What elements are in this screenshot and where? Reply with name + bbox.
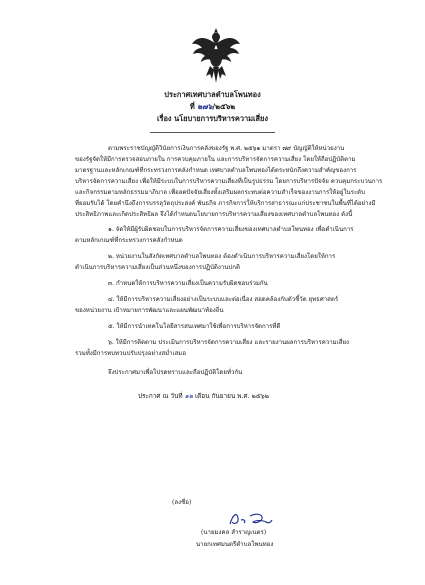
policy-item-cont: ตามหลักเกณฑ์ที่กระทรวงการคลังกำหนด — [75, 237, 183, 244]
signer-name: (นายมงคล สำราญเนตร) — [201, 529, 267, 536]
intro-line: และกิจกรรมตามหลักธรรมมาภิบาล เพื่อลดปัจจัยเสี่ยงทั้งเสริมผลกระทบต่อความสำเร็จของงานการให้อยู่ในระดับ — [75, 189, 365, 196]
garuda-emblem — [191, 26, 241, 84]
title-divider — [150, 132, 275, 133]
signature-mark — [226, 509, 274, 529]
intro-line: ที่ยอมรับได้ โดยคำนึงถึงการบรรลุวัตถุประสงค์ พันธกิจ ภารกิจการให้บริการสาธารณะแก่ประชาชนในพื้นที่ได้อย่างมี — [75, 200, 376, 207]
policy-item: ๕. ให้มีการนำเทคโนโลยีสารสนเทศมาใช้เพื่อการบริหารจัดการที่ดี — [108, 323, 281, 330]
intro-line: บริหารจัดการความเสี่ยง เพื่อให้มีระบบในการบริหารความเสี่ยงที่เป็นรูปธรรม โดยการบริหารปัจจัย ควบคุมกระบวนการ — [75, 178, 383, 185]
subject-line: เรื่อง นโยบายการบริหารความเสี่ยง — [157, 114, 268, 123]
policy-item: ๖. ให้มีการติดตาม ประเมินการบริหารจัดการความเสี่ยง และรายงานผลการบริหารความเสี่ยง — [108, 339, 350, 346]
policy-item: ๓. กำหนดให้การบริหารความเสี่ยงเป็นความรับผิดชอบร่วมกัน — [108, 280, 268, 287]
intro-line: ตามพระราชบัญญัติวินัยการเงินการคลังของรัฐ พ.ศ. ๒๕๖๑ มาตรา ๗๙ บัญญัติให้หน่วยงาน — [108, 145, 345, 152]
intro-line: ประสิทธิภาพและเกิดประสิทธิผล จึงได้กำหนดนโยบายการบริหารความเสี่ยงของเทศบาลตำบลโพนทอง ดังนี้ — [75, 211, 353, 218]
date-line: ประกาศ ณ วันที่ ๑๒ เดือน กันยายน พ.ศ. ๒๕๖๒ — [138, 392, 269, 400]
handwritten-day: ๑๒ — [184, 392, 193, 400]
policy-item-cont: ของหน่วยงาน เป้าหมายการพัฒนาและแผนพัฒนาท้องถิ่น — [75, 307, 224, 314]
closing-line: จึงประกาศมาเพื่อโปรดทราบและถือปฏิบัติโดยทั่วกัน — [108, 369, 243, 376]
policy-item-cont: ดำเนินการบริหารความเสี่ยงเป็นส่วนหนึ่งของการปฏิบัติงานปกติ — [75, 264, 240, 271]
handwritten-number: ๒๗๖ — [197, 102, 213, 111]
signature-label: (ลงชื่อ) — [172, 499, 192, 506]
policy-item: ๔. ให้มีการบริหารความเสี่ยงอย่างเป็นระบบและต่อเนื่อง สอดคล้องกับตัวชี้วัด ยุทธศาสตร์ — [108, 296, 339, 303]
policy-item-cont: รวมทั้งมีการทบทวนปรับปรุงอย่างสม่ำเสมอ — [75, 350, 186, 357]
announcement-title: ประกาศเทศบาลตำบลโพนทอง — [164, 90, 261, 99]
policy-item: ๒. หน่วยงานในสังกัดเทศบาลตำบลโพนทอง ต้องดำเนินการบริหารความเสี่ยงโดยให้การ — [108, 253, 336, 260]
intro-line: ของรัฐจัดให้มีการตรวจสอบภายใน การควบคุมภายใน และการบริหารจัดการความเสี่ยง โดยให้ถือปฏิบัติตาม — [75, 156, 356, 163]
policy-item: ๑. จัดให้มีผู้รับผิดชอบในการบริหารจัดการความเสี่ยงของเทศบาลตำบลโพนทอง เพื่อดำเนินการ — [108, 226, 354, 233]
signer-position: นายกเทศมนตรีตำบลโพนทอง — [196, 541, 274, 548]
intro-line: มาตรฐานและหลักเกณฑ์ที่กระทรวงการคลังกำหนด เทศบาลตำบลโพนทองได้ตระหนักถึงความสำคัญของการ — [75, 167, 357, 174]
announcement-number: ที่ ๒๗๖/๒๕๖๒ — [189, 102, 236, 111]
